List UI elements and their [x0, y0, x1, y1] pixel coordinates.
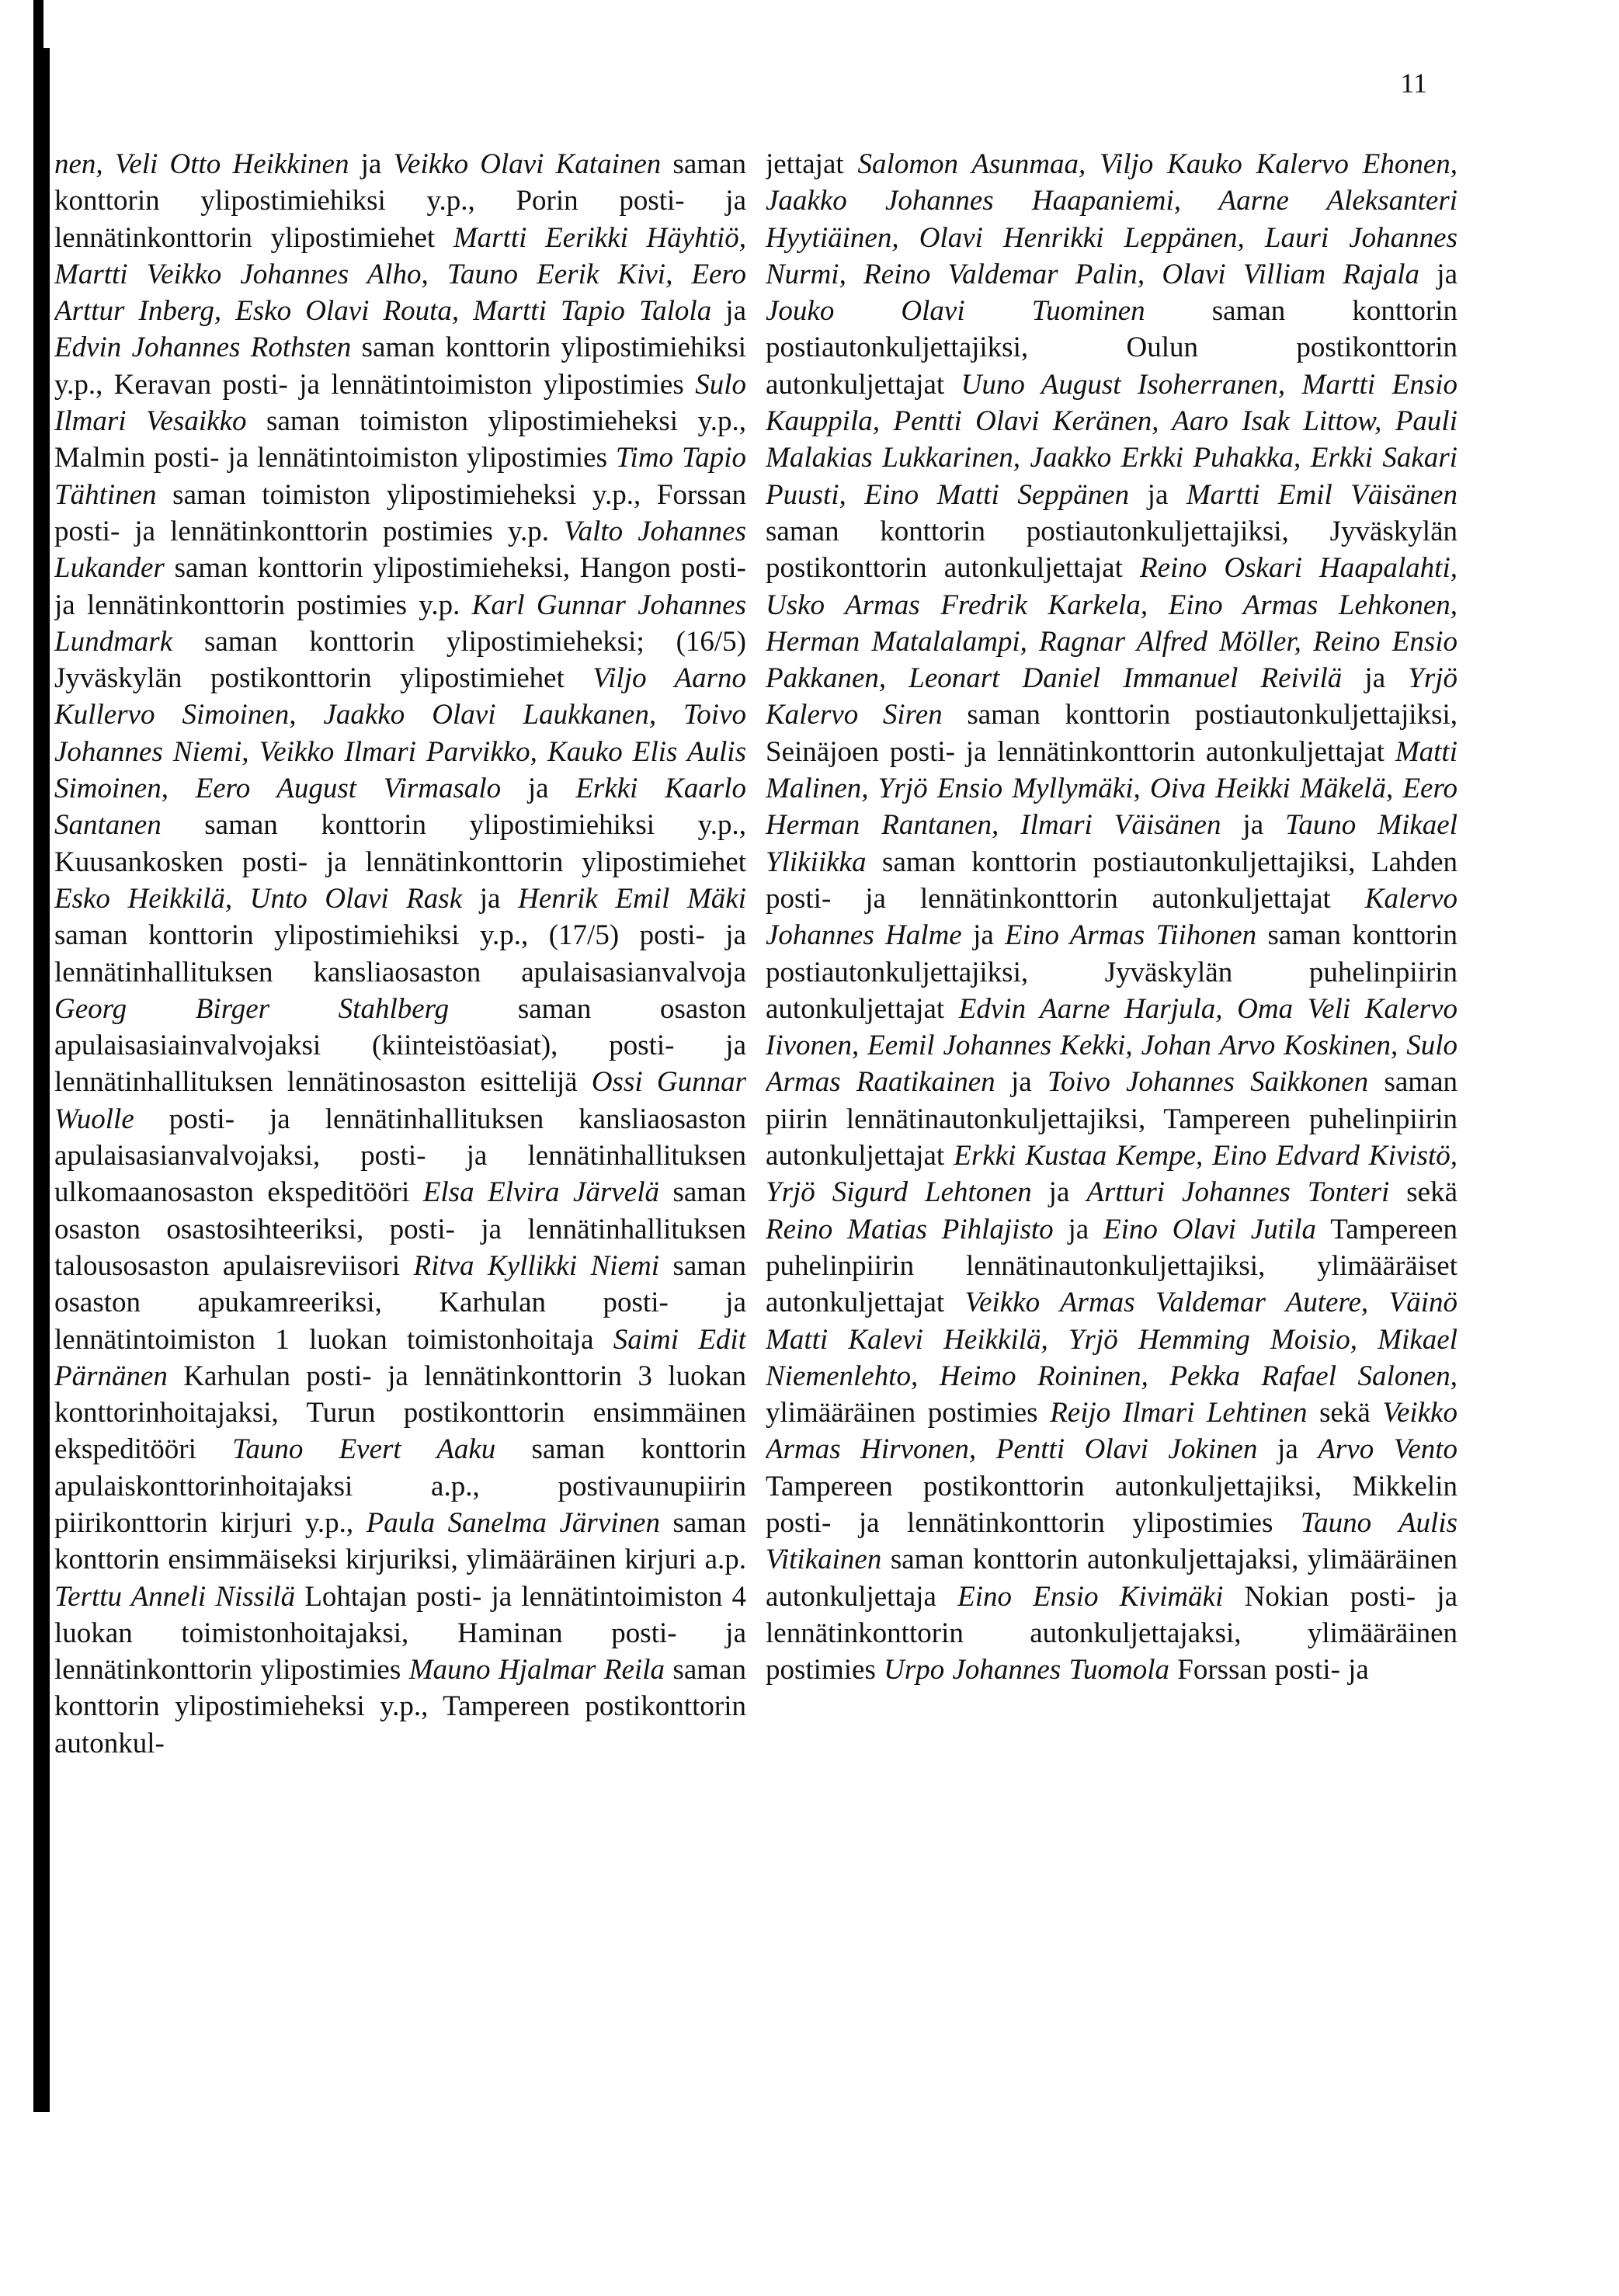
text-column-left [54, 146, 746, 2134]
text-run: saman osaston apulaisasiainvalvojaksi (kiinteistöasiat), posti- ja lennätinhallituksen lennätinosaston esittelijä [54, 992, 746, 1099]
text-run: Tampereen postikonttorin autonkuljettajiksi, Mikkelin posti- ja lennätinkonttorin ylipostimies [766, 1470, 1457, 1539]
text-run: sekä [1389, 1176, 1457, 1209]
page-number: 11 [1400, 68, 1427, 99]
text-run: saman konttorin autonkuljettajaksi, ylimääräinen autonkuljettaja [766, 1544, 1457, 1613]
person-name: Veikko Armas Valdemar Autere, Väinö Matti Kalevi Heikkilä, Yrjö Hemming Moisio, Mikael Niemenlehto, Heimo Roininen, Pekka Rafael Salonen [766, 1287, 1457, 1392]
person-name: Reijo Ilmari Lehtinen [1050, 1397, 1308, 1429]
person-name: Georg Birger Stahlberg [54, 992, 450, 1025]
text-run: Tampereen puhelinpiirin lennätinautonkuljettajiksi, ylimääräiset autonkuljettajat [766, 1213, 1457, 1319]
person-name: Eino Ensio Kivimäki [957, 1580, 1224, 1613]
text-run: , ylimääräinen postimies [766, 1360, 1457, 1429]
person-name: Yrjö Kalervo Siren [766, 662, 1457, 731]
person-name: Mauno Hjalmar Reila [408, 1654, 665, 1686]
text-run: saman konttorin postiautonkuljettajiksi, Seinäjoen posti- ja lennätinkonttorin autonkuljettajat [766, 699, 1457, 768]
person-name: Kalervo Johannes Halme [766, 882, 1457, 952]
person-name: Viljo Aarno Kullervo Simoinen, Jaakko Olavi Laukkanen, Toivo Johannes Niemi, Veikko Ilmari Parvikko, Kauko Elis Aulis Simoinen, Eero August Virmasalo [54, 662, 746, 805]
text-run: ja [961, 919, 1006, 952]
person-name: Tauno Mikael Ylikiikka [766, 809, 1457, 878]
text-run: saman konttorin ylipostimiehiksi y.p., Keravan posti- ja lennätintoimiston ylipostimies [54, 332, 746, 401]
person-name: Ritva Kyllikki Niemi [413, 1249, 659, 1282]
text-run: ja [995, 1066, 1047, 1099]
person-name: Uuno August Isoherranen, Martti Ensio Kauppila, Pentti Olavi Keränen, Aaro Isak Littow, Pauli Malakias Lukkarinen, Jaakko Erkki Puhakka, Erkki Sakari Puusti, Eino Matti Seppänen [766, 368, 1457, 511]
person-name: Edvin Johannes Rothsten [54, 332, 352, 364]
person-name: Elsa Elvira Järvelä [422, 1176, 659, 1209]
person-name: Matti Malinen, Yrjö Ensio Myllymäki, Oiva Heikki Mäkelä, Eero Herman Rantanen, Ilmari Väisänen [766, 735, 1457, 842]
person-name: Martti Emil Väisänen [1186, 478, 1457, 511]
person-name: Sulo Ilmari Vesaikko [54, 368, 746, 438]
text-run: saman konttorin postiautonkuljettajiksi, Oulun postikonttorin autonkuljettajat [766, 295, 1457, 401]
person-name: Eino Olavi Jutila [1103, 1213, 1317, 1245]
text-run: posti- ja lennätinhallituksen kansliaosaston apulaisasianvalvojaksi, posti- ja lennätinhallituksen ulkomaanosaston ekspeditööri [54, 1103, 746, 1209]
scan-edge-left [33, 48, 50, 2112]
text-run: saman konttorin postiautonkuljettajiksi, Jyväskylän puhelinpiirin autonkuljettajat [766, 919, 1457, 1025]
text-run: saman konttorin postiautonkuljettajiksi, Jyväskylän postikonttorin autonkuljettajat [766, 515, 1457, 585]
person-name: Henrik Emil Mäki [518, 882, 746, 915]
person-name: Martti Eerikki Häyhtiö, Martti Veikko Johannes Alho, Tauno Eerik Kivi, Eero Arttur Inberg, Esko Olavi Routa, Martti Tapio Talola [54, 221, 746, 328]
person-name: Jouko Olavi Tuominen [766, 295, 1145, 328]
text-run: saman konttorin ylipostimiehiksi y.p., Porin posti- ja lennätinkonttorin ylipostimiehet [54, 148, 746, 254]
person-name: Esko Heikkilä, Unto Olavi Rask [54, 882, 463, 915]
text-run: saman osaston osastosihteeriksi, posti- ja lennätinhallituksen talousosaston apulaisreviisori [54, 1176, 746, 1282]
text-run: saman piirin lennätinautonkuljettajiksi, Tampereen puhelinpiirin autonkuljettajat [766, 1066, 1457, 1172]
text-run: saman konttorin ylipostimieheksi y.p., Tampereen postikonttorin autonkul- [54, 1654, 746, 1759]
text-run: ja [1053, 1213, 1104, 1245]
text-column-right [766, 146, 1457, 2134]
text-run: ja [501, 773, 576, 805]
person-name: nen, Veli Otto Heikkinen [54, 148, 349, 180]
person-name: Veikko Armas Hirvonen, Pentti Olavi Jokinen [766, 1397, 1457, 1466]
column-paragraph [766, 146, 1457, 1688]
person-name: Erkki Kaarlo Santanen [54, 773, 746, 842]
person-name: Toivo Johannes Saikkonen [1047, 1066, 1369, 1099]
person-name: Karl Gunnar Johannes Lundmark [54, 589, 746, 658]
text-run: saman konttorin ylipostimieheksi; (16/5) Jyväskylän postikonttorin ylipostimiehet [54, 625, 746, 695]
text-run: saman konttorin ylipostimiehiksi y.p., Kuusankosken posti- ja lennätinkonttorin ylipostimiehet [54, 809, 746, 878]
person-name: Tauno Evert Aaku [232, 1433, 496, 1466]
person-name: Eino Armas Tiihonen [1005, 919, 1257, 952]
person-name: Tauno Aulis Vitikainen [766, 1506, 1457, 1576]
text-run: Lohtajan posti- ja lennätintoimiston 4 luokan toimistonhoitajaksi, Haminan posti- ja lennätinkonttorin ylipostimies [54, 1580, 746, 1686]
person-name: Timo Tapio Tähtinen [54, 442, 746, 511]
text-run: saman osaston apukamreeriksi, Karhulan posti- ja lennätintoimiston 1 luokan toimistonhoitaja [54, 1249, 746, 1356]
text-run: saman konttorin ensimmäiseksi kirjuriksi, ylimääräinen kirjuri a.p. [54, 1506, 746, 1576]
person-name: Reino Matias Pihlajisto [766, 1213, 1054, 1245]
text-run: ja [1419, 258, 1457, 290]
text-run: jettajat [766, 148, 858, 180]
person-name: Ossi Gunnar Wuolle [54, 1066, 746, 1135]
text-run: saman toimiston ylipostimieheksi y.p., Forssan posti- ja lennätinkonttorin postimies y.p. [54, 478, 746, 547]
text-run: saman toimiston ylipostimieheksi y.p., Malmin posti- ja lennätintoimiston ylipostimies [54, 405, 746, 474]
text-run: ja [1129, 478, 1186, 511]
text-run: ja [1257, 1433, 1318, 1466]
person-name: Edvin Aarne Harjula, Oma Veli Kalervo Iivonen, Eemil Johannes Kekki, Johan Arvo Koskinen, Sulo Armas Raatikainen [766, 992, 1457, 1099]
person-name: Salomon Asunmaa, Viljo Kauko Kalervo Ehonen, Jaakko Johannes Haapaniemi, Aarne Aleksanteri Hyytiäinen, Olavi Henrikki Leppänen, Lauri Johannes Nurmi, Reino Valdemar Palin, Olavi Villiam Rajala [766, 148, 1457, 290]
person-name: Reino Oskari Haapalahti, Usko Armas Fredrik Karkela, Eino Armas Lehkonen, Herman Matalalampi, Ragnar Alfred Möller, Reino Ensio Pakkanen, Leonart Daniel Immanuel Reivilä [766, 552, 1457, 695]
text-run: ja [462, 882, 519, 915]
person-name: Arvo Vento [1318, 1433, 1457, 1466]
person-name: Veikko Olavi Katainen [393, 148, 662, 180]
text-run: Nokian posti- ja lennätinkonttorin autonkuljettajaksi, ylimääräinen postimies [766, 1580, 1457, 1686]
person-name: Saimi Edit Pärnänen [54, 1323, 746, 1392]
text-run: Forssan posti- ja [1169, 1654, 1369, 1686]
text-run: ja [1031, 1176, 1087, 1209]
text-run: saman konttorin ylipostimieheksi, Hangon posti- ja lennätinkonttorin postimies y.p. [54, 552, 746, 621]
person-name: Paula Sanelma Järvinen [366, 1506, 660, 1539]
person-name: Terttu Anneli Nissilä [54, 1580, 296, 1613]
person-name: Erkki Kustaa Kempe, Eino Edvard Kivistö, Yrjö Sigurd Lehtonen [766, 1140, 1457, 1209]
text-run: ja [1342, 662, 1409, 695]
text-run: Karhulan posti- ja lennätinkonttorin 3 luokan konttorinhoitajaksi, Turun postikonttorin ensimmäinen ekspeditööri [54, 1360, 746, 1466]
column-paragraph [54, 146, 746, 1762]
text-run: saman konttorin ylipostimiehiksi y.p., (17/5) posti- ja lennätinhallituksen kansliaosaston apulaisasianvalvoja [54, 919, 746, 988]
text-run: saman konttorin apulaiskonttorinhoitajaksi a.p., postivaunupiirin piirikonttorin kirjuri y.p., [54, 1433, 746, 1539]
text-run: ja [1221, 809, 1286, 842]
person-name: Valto Johannes Lukander [54, 515, 746, 585]
person-name: Urpo Johannes Tuomola [884, 1654, 1169, 1686]
text-run: ja [711, 295, 746, 328]
text-run: saman konttorin postiautonkuljettajiksi, Lahden posti- ja lennätinkonttorin autonkuljettajat [766, 846, 1457, 915]
scan-edge-top [33, 0, 43, 48]
text-run: sekä [1307, 1397, 1383, 1429]
person-name: Artturi Johannes Tonteri [1086, 1176, 1390, 1209]
text-run: ja [349, 148, 394, 180]
